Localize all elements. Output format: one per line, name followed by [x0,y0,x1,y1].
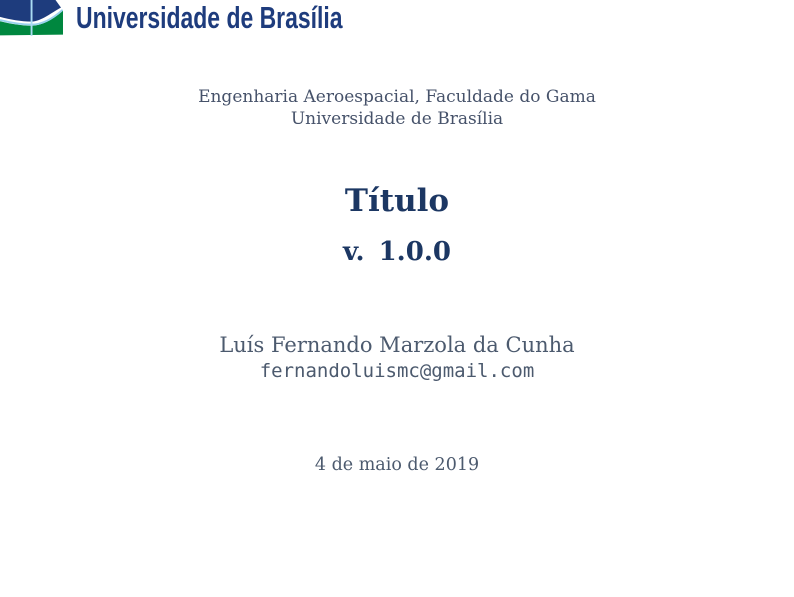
author-email: fernandoluismc@gmail.com [259,360,535,382]
document-title: Título [344,183,450,219]
institute-block [0,87,794,130]
unb-logo-icon [0,0,63,37]
institute-line-1: Engenharia Aeroespacial, Faculdade do Gama [198,87,596,107]
document-date: 4 de maio de 2019 [314,455,480,475]
version-label: v. 1.0.0 [343,237,451,267]
institute-line-2: Universidade de Brasília [290,108,504,129]
unb-brand [0,0,794,40]
author-name: Luís Fernando Marzola da Cunha [219,333,575,357]
unb-wordmark: Universidade de Brasília [76,0,343,35]
